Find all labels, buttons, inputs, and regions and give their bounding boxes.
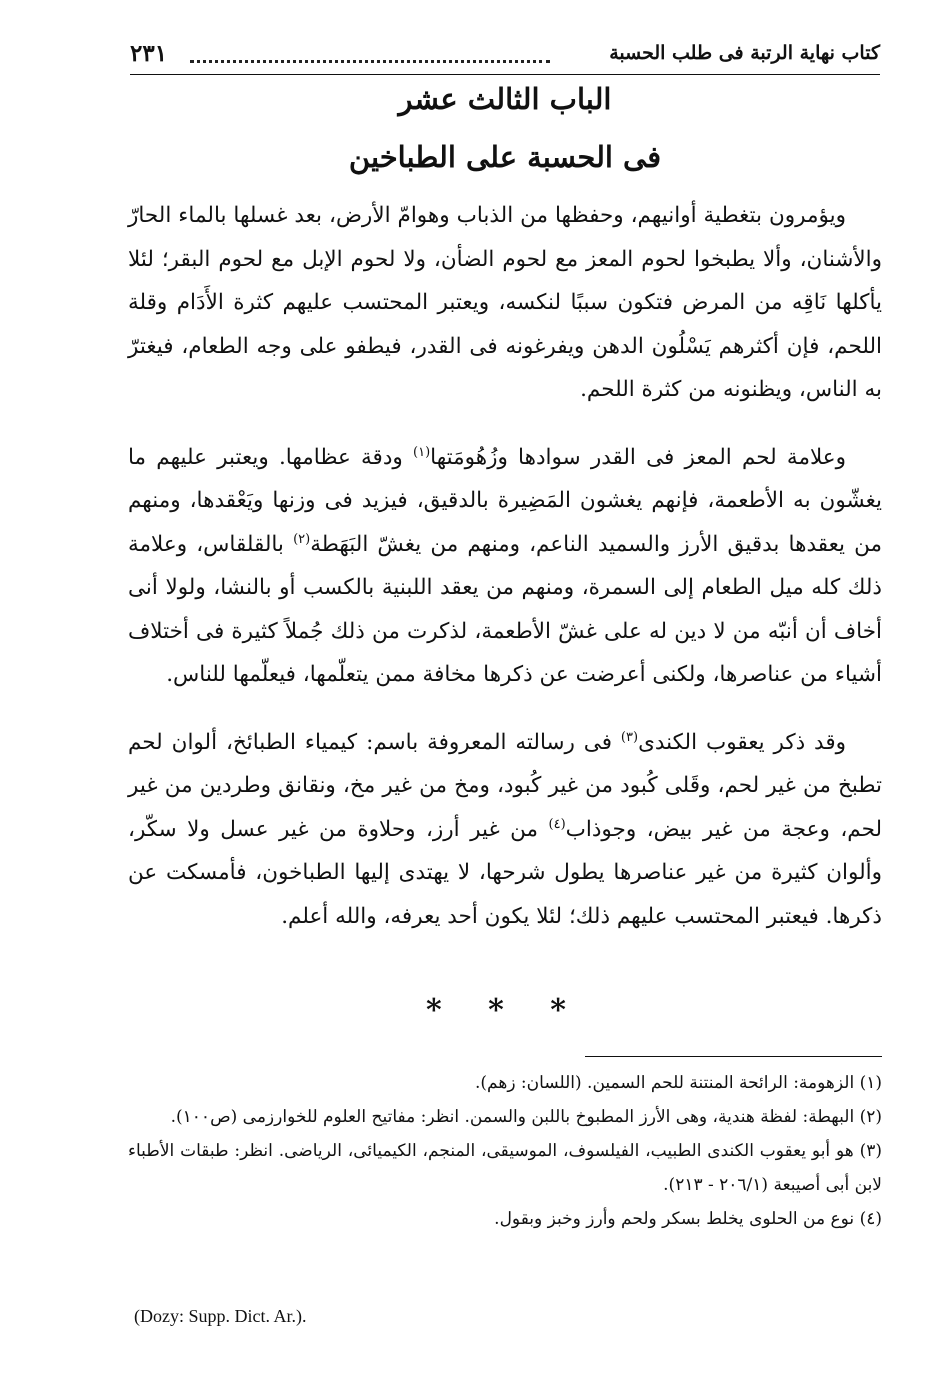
chapter-subtitle: فى الحسبة على الطباخين [348,140,662,174]
paragraph-2 [128,436,882,697]
section-separator: * * * [426,993,584,1028]
footnote-ref-4: (٤) [548,816,566,832]
footnote-ref-2: (٢) [293,531,311,547]
dotted-leader [190,60,550,63]
chapter-title: الباب الثالث عشر [398,82,612,116]
paragraph-2-text-b: ودقة عظامها. ويعتبر عليهم ما يغشّون به الأطعمة، فإنهم يغشون المَضِيرة بالدقيق، فيزيد فى وزنها ويَعْقدها، ومنهم من يعقدها بدقيق الأرز والسميد الناعم، ومنهم من يغشّ البَهَطة [128,444,882,557]
footnote-4: (٤) نوع من الحلوى يخلط بسكر ولحم وأرز وخبز وبقول. [494,1209,882,1229]
footnote-1: (١) الزهومة: الرائحة المنتنة للحم السمين. (اللسان: زهم). [475,1073,882,1093]
paragraph-3-text-b: فى رسالته المعروفة باسم: كيمياء الطبائخ، ألوان لحم تطبخ من غير لحم، وقَلى كُبود من غير كُبود، ومخ من غير مخ، ونقانق وطردين من غير لحم، وعجة من غير بيض، وجوذاب [128,729,882,842]
footnote-ref-3: (٣) [620,729,639,745]
paragraph-1 [128,194,882,412]
paragraph-3-text-a: وقد ذكر يعقوب الكندى [638,729,846,755]
paragraph-2-text-c: بالقلقاس، وعلامة ذلك كله ميل الطعام إلى السمرة، ومنهم من يعقد اللبنية بالكسب أو بالنشا، ولولا أنى أخاف أن أنبّه من لا دين له على غشّ الأطعمة، لذكرت من ذلك جُملاً كثيرة فى أختلاف أشياء من عناصرها، ولكنى أعرضت عن ذكرها مخافة ممن يتعلّمها، فيعلّمها للناس. [128,531,882,687]
page-number: ٢٣١ [130,40,168,67]
paragraph-3-text-c: من غير أرز، وحلاوة من غير عسل ولا سكّر، وألوان كثيرة من غير عناصرها يطول شرحها، لا يهتدى إليها الطباخون، فأمسكت عن ذكرها. فيعتبر المحتسب عليهم ذلك؛ لئلا يكون أحد يعرفه، والله أعلم. [128,816,882,929]
paragraph-2-text-a: وعلامة لحم المعز فى القدر سوادها وزُهُومَتها [430,444,847,470]
footnote-2: (٢) البهطة: لفظة هندية، وهى الأرز المطبوخ باللبن والسمن. انظر: مفاتيح العلوم للخوارزمى (ص١٠٠). [170,1107,882,1127]
footnote-divider [585,1056,882,1057]
paragraph-3 [128,721,882,939]
footnote-3: (٣) هو أبو يعقوب الكندى الطبيب، الفيلسوف، الموسيقى، المنجم، الكيميائى، الرياضى. انظر: طبقات الأطباء لابن أبى أصيبعة (٢٠٦/١ - ٢١٣). [128,1141,882,1195]
footnotes [128,1066,882,1236]
paragraph-1-text: ويؤمرون بتغطية أوانيهم، وحفظها من الذباب وهوامّ الأرض، بعد غسلها بالماء الحارّ والأشنان، وألا يطبخوا لحوم المعز مع لحوم الضأن، ولا لحوم الإبل مع لحوم البقر؛ لئلا يأكلها نَاقِه من المرض فتكون سببًا لنكسه، ويعتبر المحتسب عليهم كثرة الأَدَام وقلة اللحم، فإن أكثرهم يَسْلُون الدهن ويفرغونه فى القدر، فيطفو على وجه الطعام، فيغترّ به الناس، ويظنونه من كثرة اللحم. [128,203,882,402]
footnote-ref-1: (١) [413,444,431,460]
latin-reference: (Dozy: Supp. Dict. Ar.). [134,1306,307,1326]
running-header [130,40,880,75]
body-text [128,194,882,962]
running-title: كتاب نهاية الرتبة فى طلب الحسبة [609,42,880,64]
